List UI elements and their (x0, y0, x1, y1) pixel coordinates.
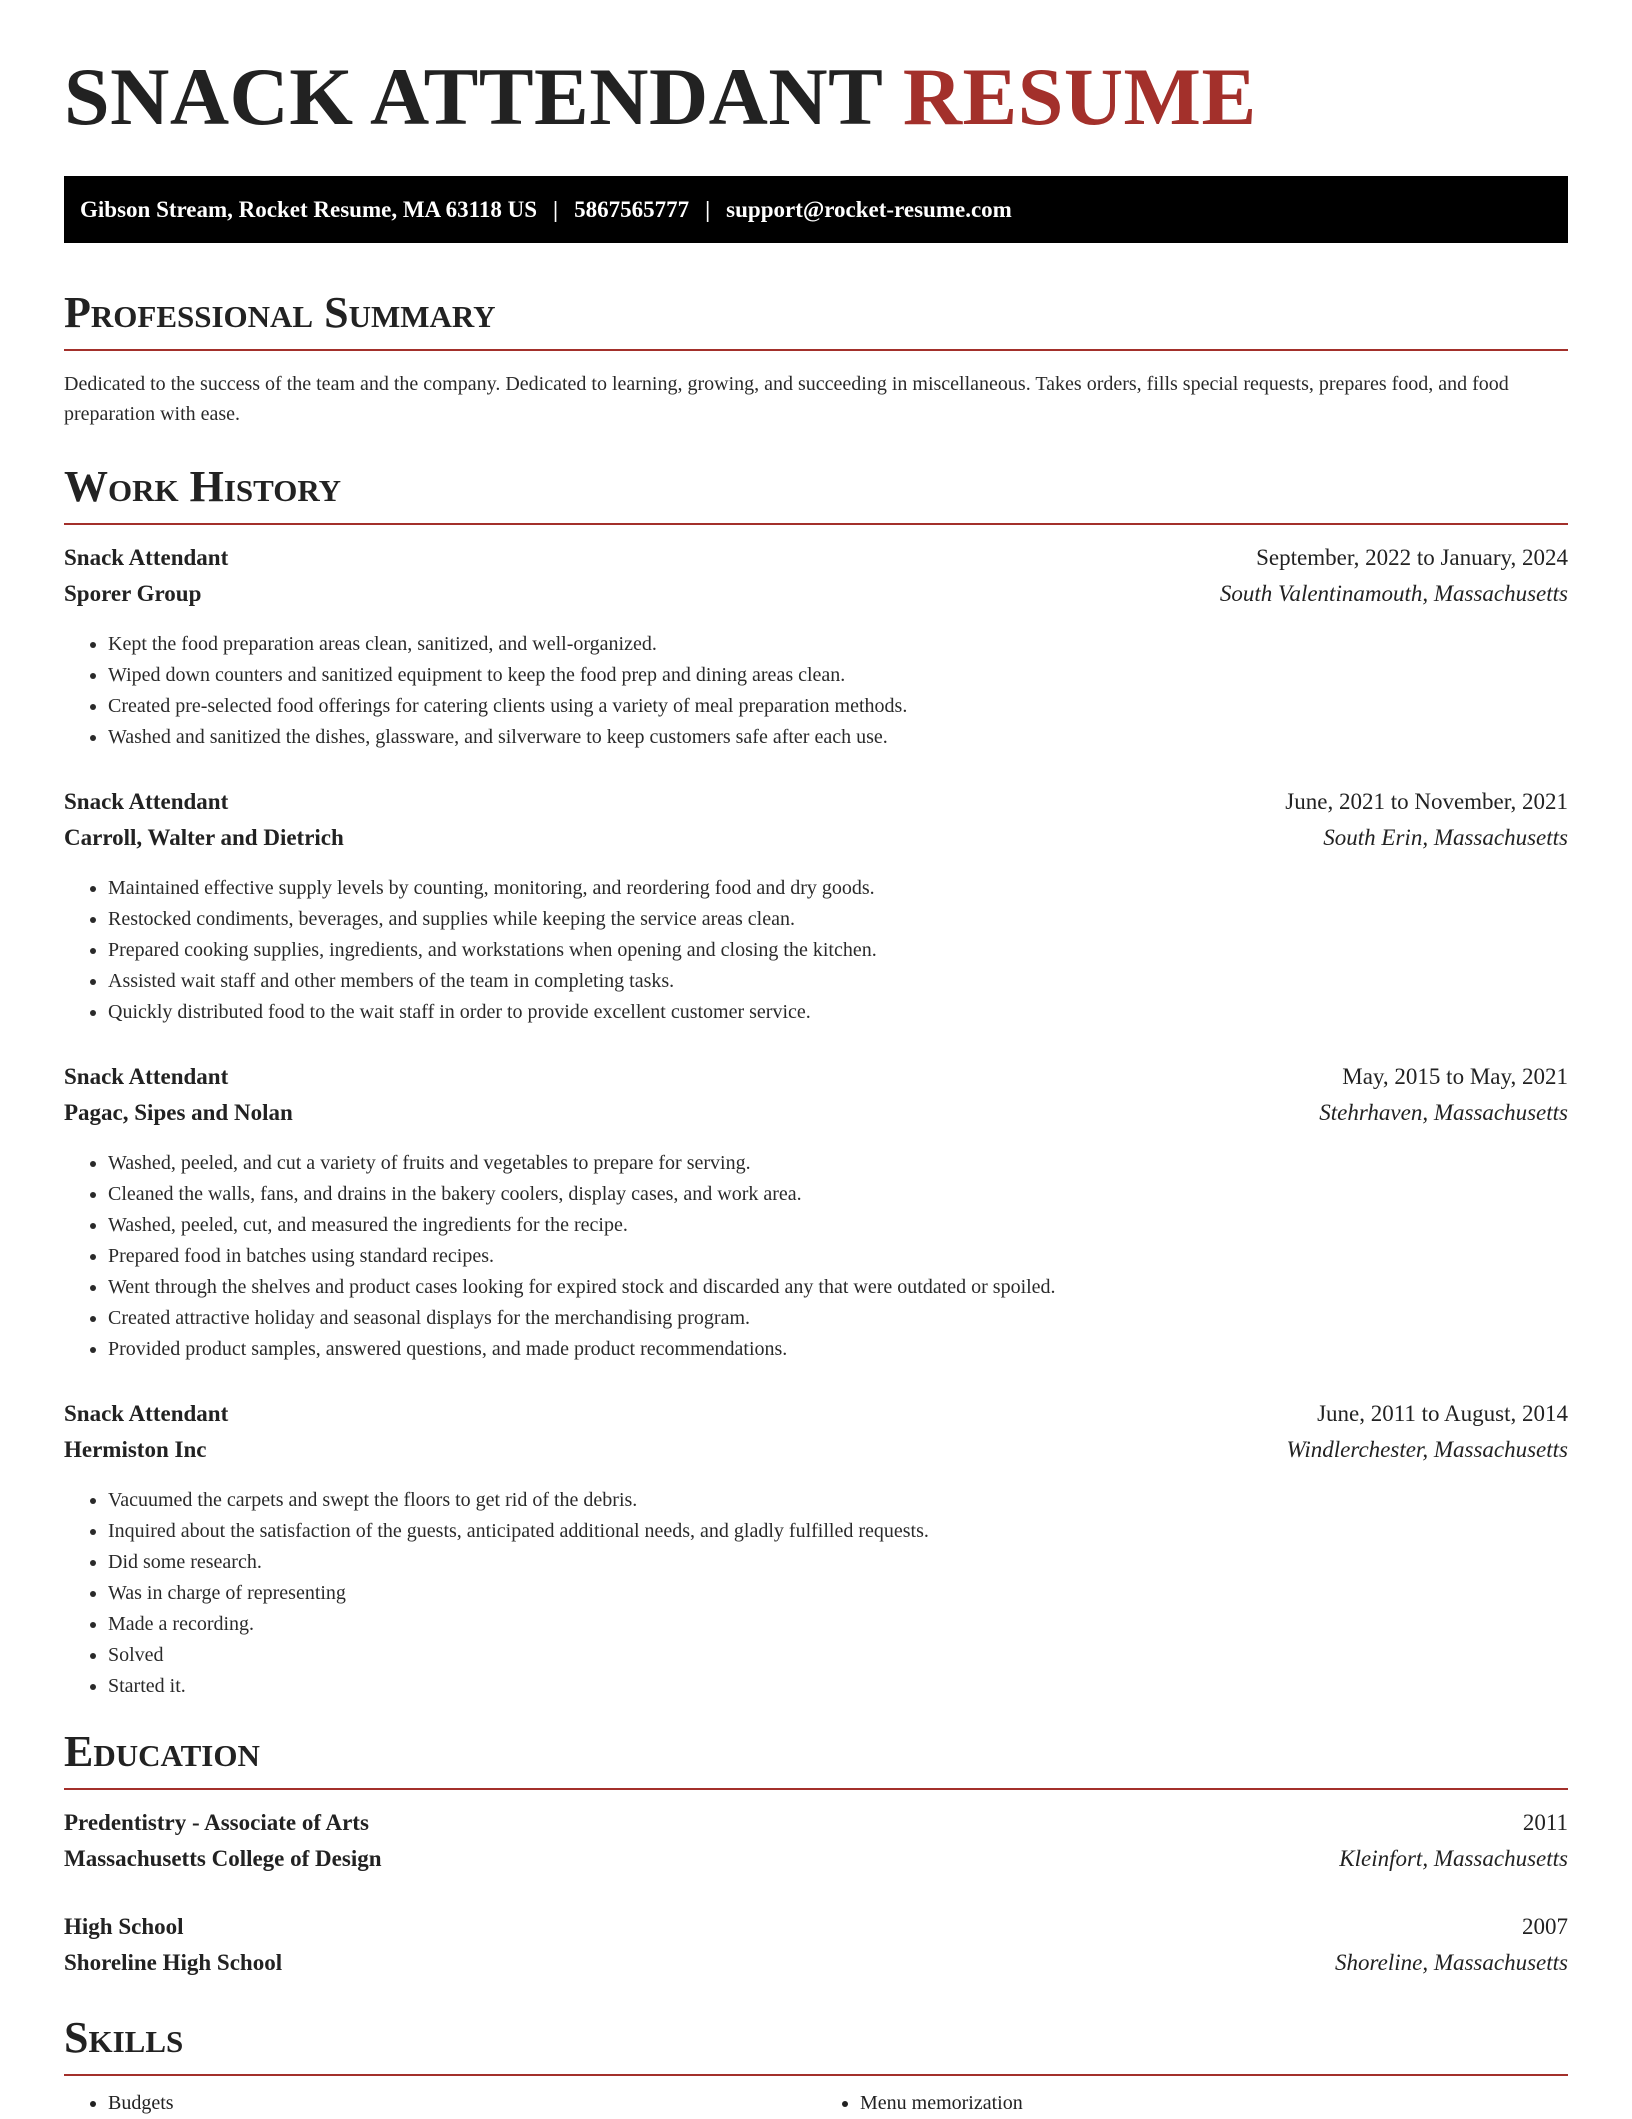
job-title: Snack Attendant (64, 789, 229, 814)
skills-section (64, 2013, 1568, 2119)
job-bullet: • Created pre-selected food offerings for catering clients using a variety of meal preparation methods. (108, 691, 1568, 722)
job-entry (64, 545, 1568, 753)
job-bullet: • Washed, peeled, and cut a variety of fruits and vegetables to prepare for serving. (108, 1148, 1568, 1179)
job-bullet: • Cleaned the walls, fans, and drains in the bakery coolers, display cases, and work area. (108, 1179, 1568, 1210)
job-bullet: • Washed, peeled, cut, and measured the ingredients for the recipe. (108, 1210, 1568, 1241)
job-dates: May, 2015 to May, 2021 (1342, 1064, 1568, 1089)
education-location: Shoreline, Massachusetts (1335, 1950, 1568, 1975)
job-bullet: • Restocked condiments, beverages, and supplies while keeping the service areas clean. (108, 904, 1568, 935)
title-main: SNACK ATTENDANT (64, 51, 882, 142)
skill-item: • Menu memorization (860, 2088, 1568, 2119)
job-bullet: • Wiped down counters and sanitized equipment to keep the food prep and dining areas clean. (108, 660, 1568, 691)
job-company: Carroll, Walter and Dietrich (64, 825, 344, 850)
job-dates: September, 2022 to January, 2024 (1256, 545, 1568, 570)
job-bullet: • Kept the food preparation areas clean, sanitized, and well-organized. (108, 629, 1568, 660)
education-location: Kleinfort, Massachusetts (1339, 1846, 1568, 1871)
work-history-section (64, 462, 1568, 1702)
job-location: South Erin, Massachusetts (1323, 825, 1568, 850)
job-bullet: • Vacuumed the carpets and swept the floors to get rid of the debris. (108, 1485, 1568, 1516)
skills-list-right (816, 2088, 1568, 2119)
job-company: Sporer Group (64, 581, 202, 606)
work-history-heading: Work History (64, 465, 1568, 525)
education-degree: High School (64, 1914, 184, 1939)
education-degree: Predentistry - Associate of Arts (64, 1810, 369, 1835)
job-bullet: • Solved (108, 1640, 1568, 1671)
job-bullet: • Washed and sanitized the dishes, glassware, and silverware to keep customers safe after each use. (108, 722, 1568, 753)
job-location: Windlerchester, Massachusetts (1286, 1437, 1568, 1462)
job-location: South Valentinamouth, Massachusetts (1219, 581, 1568, 606)
job-bullet: • Was in charge of representing (108, 1578, 1568, 1609)
education-school: Massachusetts College of Design (64, 1846, 382, 1871)
education-school: Shoreline High School (64, 1950, 283, 1975)
resume-title (64, 0, 1568, 168)
job-bullet: • Maintained effective supply levels by counting, monitoring, and reordering food and dry goods. (108, 873, 1568, 904)
job-entry (64, 1064, 1568, 1365)
job-dates: June, 2011 to August, 2014 (1317, 1401, 1568, 1426)
job-bullet: • Went through the shelves and product cases looking for expired stock and discarded any that were outdated or spoiled. (108, 1272, 1568, 1303)
job-bullet: • Prepared food in batches using standard recipes. (108, 1241, 1568, 1272)
job-bullets (64, 1485, 1568, 1702)
job-bullet: • Created attractive holiday and seasonal displays for the merchandising program. (108, 1303, 1568, 1334)
education-section (64, 1727, 1568, 1986)
summary-section (64, 288, 1568, 429)
skill-item: • Budgets (108, 2088, 816, 2119)
skills-heading: Skills (64, 2016, 1568, 2076)
contact-separator: | (553, 196, 559, 222)
contact-email[interactable]: support@rocket-resume.com (726, 196, 1012, 222)
job-bullet: • Provided product samples, answered questions, and made product recommendations. (108, 1334, 1568, 1365)
education-entry (64, 1914, 1568, 1986)
job-bullets (64, 629, 1568, 753)
summary-heading: Professional Summary (64, 291, 1568, 351)
job-bullets (64, 1148, 1568, 1365)
education-year: 2007 (1522, 1914, 1568, 1939)
job-bullet: • Assisted wait staff and other members of the team in completing tasks. (108, 966, 1568, 997)
job-company: Hermiston Inc (64, 1437, 207, 1462)
job-bullet: • Quickly distributed food to the wait staff in order to provide excellent customer service. (108, 997, 1568, 1028)
job-company: Pagac, Sipes and Nolan (64, 1100, 293, 1125)
job-title: Snack Attendant (64, 1064, 229, 1089)
job-bullet: • Made a recording. (108, 1609, 1568, 1640)
contact-separator: | (705, 196, 711, 222)
job-dates: June, 2021 to November, 2021 (1285, 789, 1568, 814)
job-entry (64, 789, 1568, 1028)
education-entry (64, 1810, 1568, 1882)
skills-columns (64, 2088, 1568, 2119)
job-location: Stehrhaven, Massachusetts (1319, 1100, 1568, 1125)
contact-phone[interactable]: 5867565777 (574, 196, 690, 222)
job-bullets (64, 873, 1568, 1028)
contact-address: Gibson Stream, Rocket Resume, MA 63118 US (80, 196, 538, 222)
education-year: 2011 (1522, 1810, 1568, 1835)
job-bullet: • Did some research. (108, 1547, 1568, 1578)
education-heading: Education (64, 1730, 1568, 1790)
job-bullet: • Prepared cooking supplies, ingredients, and workstations when opening and closing the kitchen. (108, 935, 1568, 966)
title-accent: RESUME (902, 51, 1257, 142)
job-bullet: • Inquired about the satisfaction of the guests, anticipated additional needs, and gladly fulfilled requests. (108, 1516, 1568, 1547)
job-bullet: • Started it. (108, 1671, 1568, 1702)
skills-list-left (64, 2088, 816, 2119)
job-title: Snack Attendant (64, 545, 229, 570)
job-entry (64, 1401, 1568, 1702)
contact-bar (64, 176, 1568, 243)
summary-text: Dedicated to the success of the team and the company. Dedicated to learning, growing, and succeeding in miscellaneous. Takes orders, fills special requests, prepares food, and food preparation with ease. (64, 373, 1509, 425)
job-title: Snack Attendant (64, 1401, 229, 1426)
